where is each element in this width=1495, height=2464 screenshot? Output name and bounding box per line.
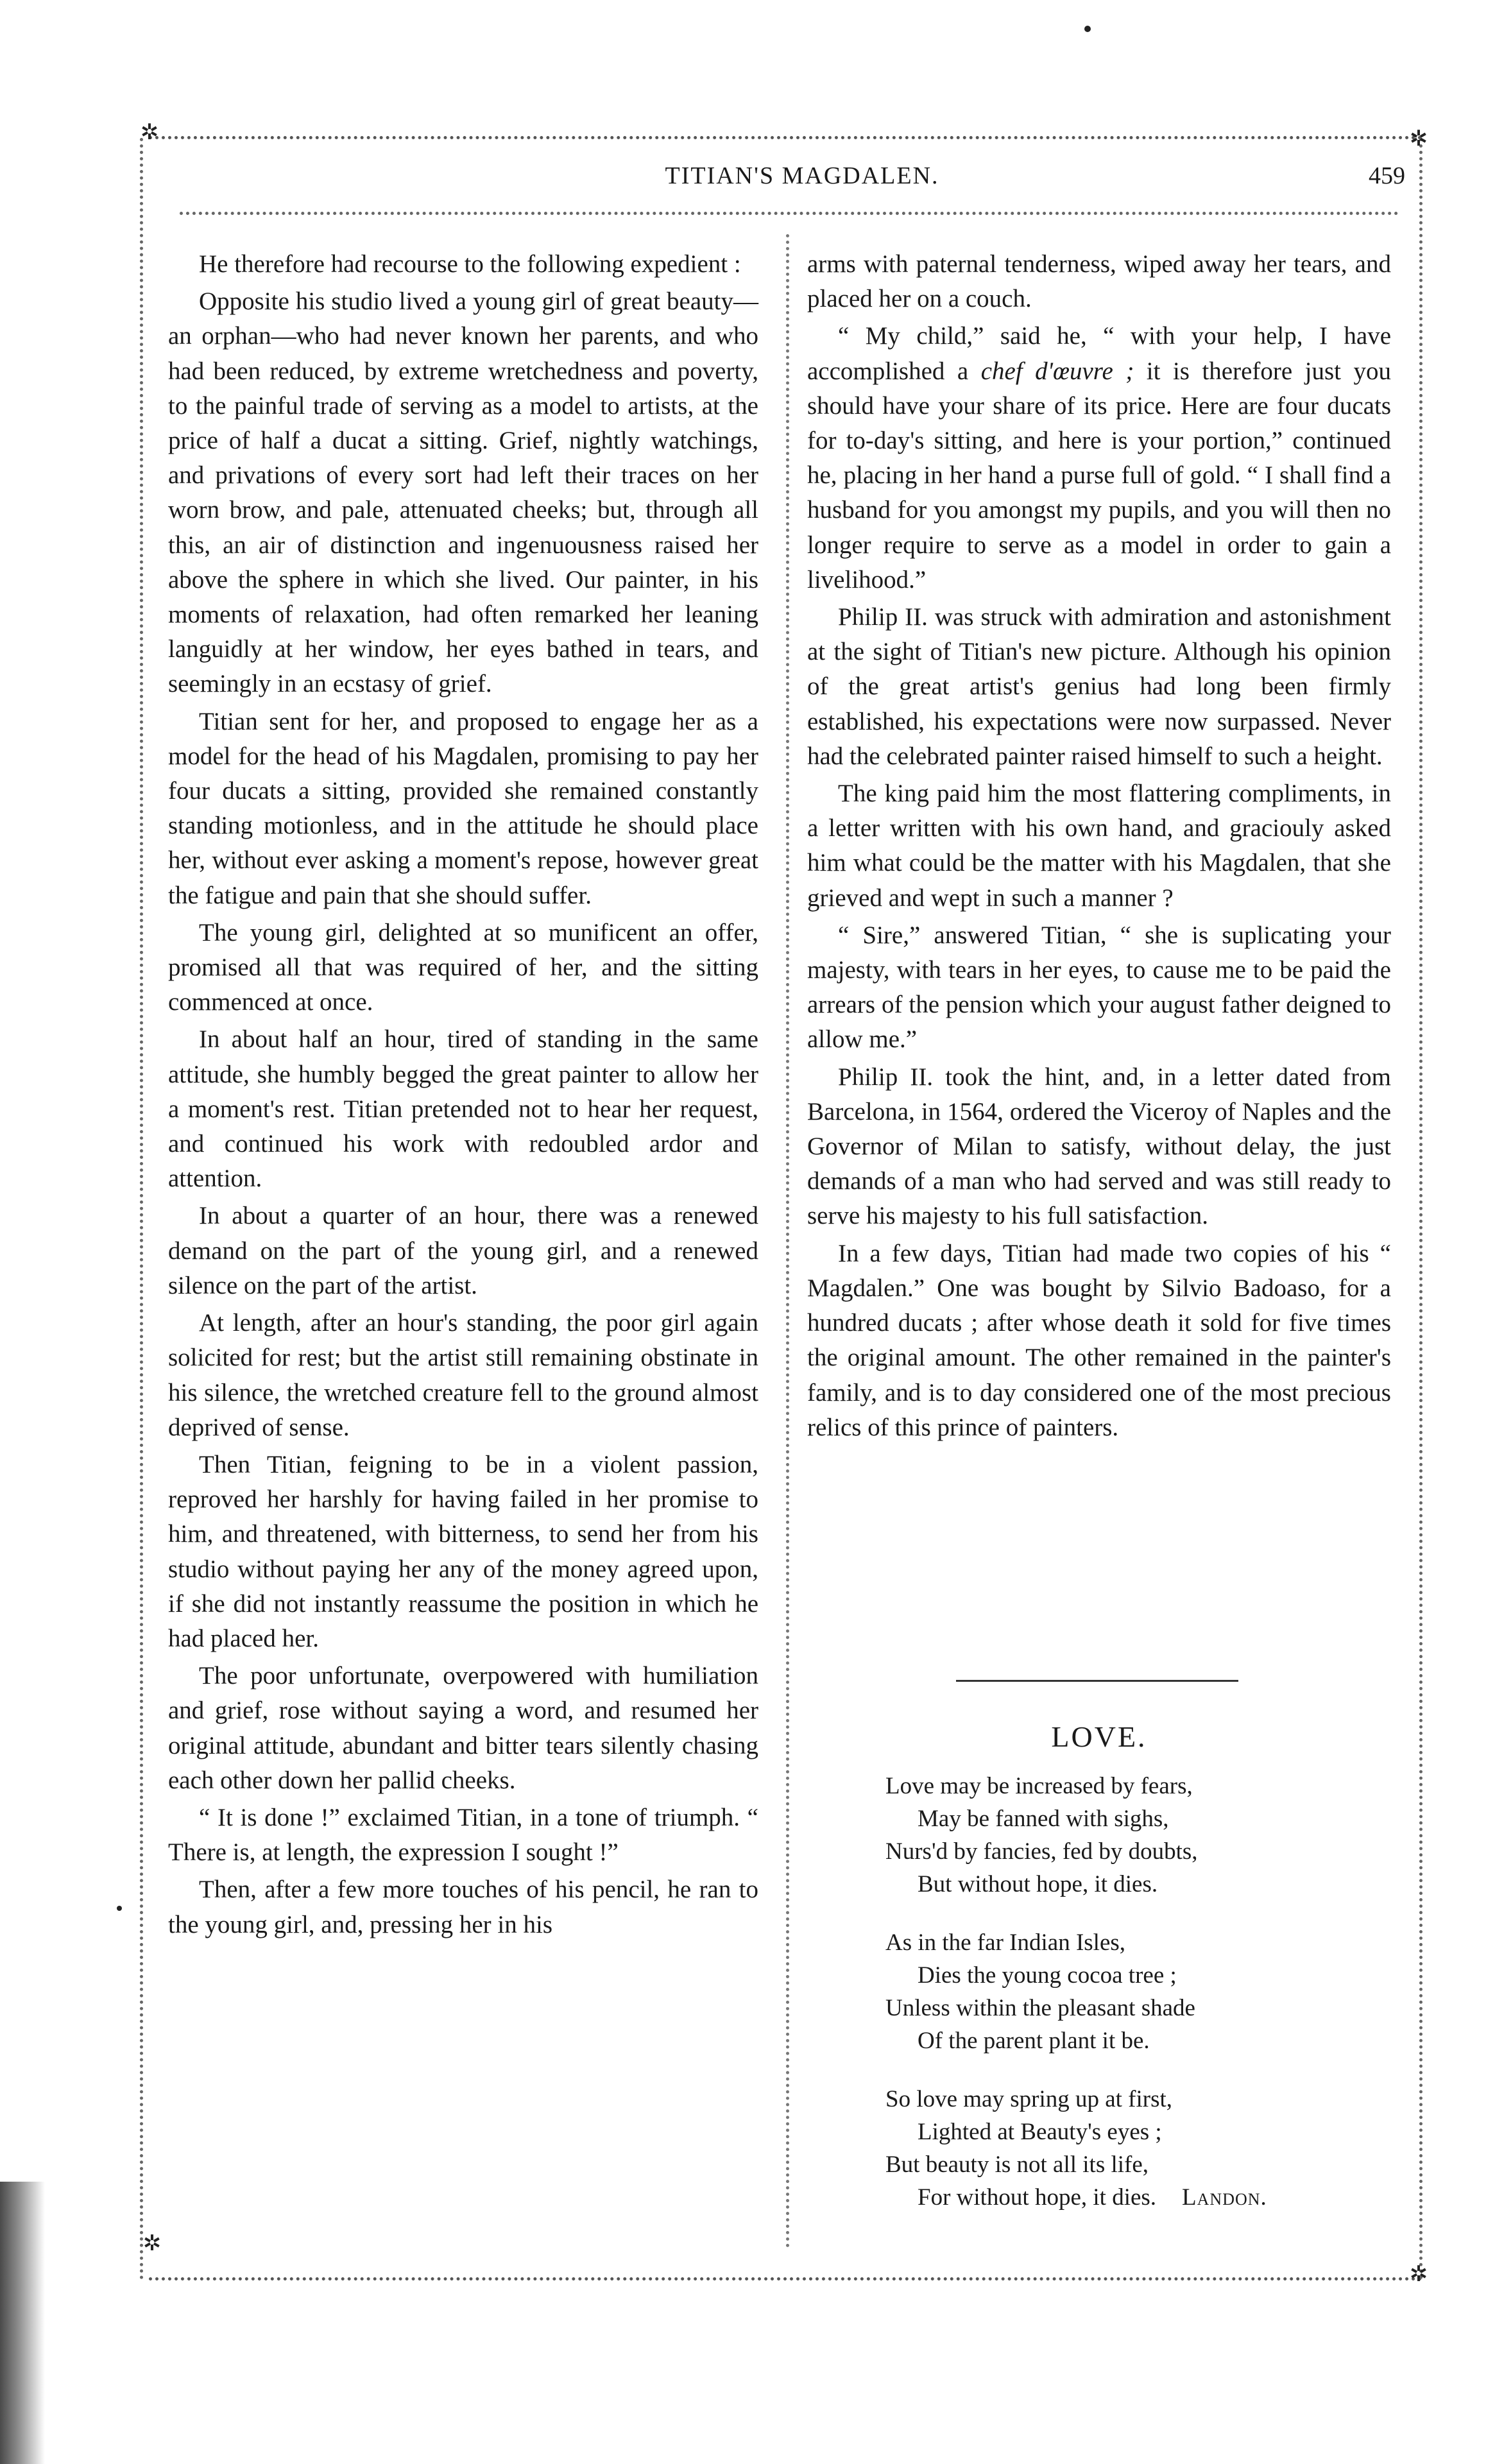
ink-speck — [117, 1906, 122, 1911]
stanza — [885, 1926, 1399, 2057]
stanza — [885, 1770, 1399, 1901]
paragraph-continued: arms with paternal tenderness, wiped away her tears, and placed her on a couch. — [807, 250, 1391, 313]
paragraph: Opposite his studio lived a young girl of great beauty—an orphan—who had never known her parents, and who had been reduced, by extreme wretchedness and poverty, to the painful trade of serving as a model to artists, at the price of half a ducat a sitting. Grief, nightly watchings, and privations of every sort had left their traces on her worn brow, and pale, attenuated cheeks; but, through all this, an air of distinction and ingenuousness raised her above the sphere in which she lived. Our painter, in his moments of relaxation, had often remarked her leaning languidly at her window, her eyes bathed in tears, and seemingly in an ecstasy of grief. — [168, 287, 758, 698]
ornamental-border-right — [1419, 138, 1428, 2281]
corner-ornament-icon: ✲ — [1409, 127, 1428, 151]
ornamental-border-top — [149, 136, 1422, 146]
running-title: TITIAN'S MAGDALEN. — [665, 162, 939, 189]
poem — [885, 1770, 1399, 2239]
poem-line: Unless within the pleasant shade — [885, 1995, 1195, 2021]
corner-ornament-icon: ✲ — [1409, 2263, 1428, 2286]
stanza — [885, 2083, 1399, 2214]
left-column — [168, 247, 758, 1945]
paragraph: Then, after a few more touches of his pencil, he ran to the young girl, and, pressing her in his — [168, 1876, 758, 1938]
paragraph — [807, 319, 1391, 597]
paragraph: “ It is done !” exclaimed Titian, in a tone of triumph. “ There is, at length, the expression I sought !” — [168, 1803, 758, 1867]
right-column — [807, 247, 1391, 1448]
paragraph: “ Sire,” answered Titian, “ she is suplicating your majesty, with tears in her eyes, to cause me to be paid the arrears of the pension which your august father deigned to allow me.” — [807, 921, 1391, 1054]
ornamental-border-under-header — [180, 212, 1399, 220]
column-divider — [786, 234, 793, 2249]
paragraph: He therefore had recourse to the following expedient : — [199, 250, 741, 278]
poem-line: Dies the young cocoa tree ; — [918, 1962, 1177, 1989]
poem-line-text: For without hope, it dies. — [918, 2184, 1157, 2211]
poem-line: Lighted at Beauty's eyes ; — [918, 2119, 1162, 2145]
paragraph: Philip II. was struck with admiration and astonishment at the sight of Titian's new picture. Although his opinion of the great artist's genius had long been firmly established, his expectations were now surpassed. Never had the celebrated painter raised himself to such a height. — [807, 603, 1391, 770]
paragraph: In about a quarter of an hour, there was a renewed demand on the part of the young girl, and a renewed silence on the part of the artist. — [168, 1202, 758, 1299]
ornamental-border-left — [140, 138, 148, 2281]
poem-line: Of the parent plant it be. — [918, 2028, 1150, 2054]
section-rule — [956, 1680, 1238, 1682]
poem-last-line — [885, 2181, 1399, 2214]
paragraph: Then Titian, feigning to be in a violent passion, reproved her harshly for having failed in her promise to him, and threatened, with bitterness, to send her from his studio without paying her any of the money agreed upon, if she did not instantly reassume the position in which he had placed her. — [168, 1450, 758, 1652]
paragraph: In about half an hour, tired of standing in the same attitude, she humbly begged the great painter to allow her a moment's rest. Titian pretended not to hear her request, and continued his work with redoubled ardor and attention. — [168, 1025, 758, 1193]
paragraph: The young girl, delighted at so munificent an offer, promised all that was required of her, and the sitting commenced at once. — [168, 918, 758, 1016]
corner-ornament-icon: ✲ — [142, 2232, 162, 2255]
poem-line: But beauty is not all its life, — [885, 2152, 1149, 2178]
poem-line: May be fanned with sighs, — [918, 1806, 1169, 1832]
poem-author: Landon. — [1182, 2184, 1267, 2211]
paragraph: In a few days, Titian had made two copies of his “ Magdalen.” One was bought by Silvio Badoaso, for a hundred ducats ; after whose death it sold for five times the original amount. The other remained in the painter's family, and is to day considered one of the most precious relics of this prince of painters. — [807, 1239, 1391, 1441]
ink-speck — [1084, 26, 1091, 32]
text-run: it is therefore just you should have your share of its price. Here are four ducats for to-day's sitting, and here is your portion,” continued he, placing in her hand a purse full of gold. “ I shall find a husband for you amongst my pupils, and you will then no longer require to serve as a model in order to gain a livelihood.” — [807, 357, 1392, 594]
italic-phrase: chef d'œuvre ; — [980, 357, 1134, 385]
paragraph: At length, after an hour's standing, the poor girl again solicited for rest; but the artist still remaining obstinate in his silence, the wretched creature fell to the ground almost deprived of sense. — [168, 1309, 758, 1441]
poem-line: But without hope, it dies. — [918, 1871, 1158, 1897]
poem-line: As in the far Indian Isles, — [885, 1929, 1126, 1956]
paragraph: Titian sent for her, and proposed to engage her as a model for the head of his Magdalen, promising to pay her four ducats a sitting, provided she remained constantly standing motionless, and in the attitude he should place her, without ever asking a moment's repose, however great the fatigue and pain that she should suffer. — [168, 707, 758, 909]
poem-line: Love may be increased by fears, — [885, 1773, 1193, 1799]
ornamental-border-bottom — [149, 2277, 1422, 2287]
poem-title: LOVE. — [1051, 1720, 1147, 1753]
corner-ornament-icon: ✲ — [140, 121, 159, 144]
text-run: “ My child,” said he, “ with your help, I have accomplished a — [807, 322, 1391, 385]
paragraph: The king paid him the most flattering compliments, in a letter written with his own hand, and graciouly asked him what could be the matter with his Magdalen, that she grieved and wept in such a manner ? — [807, 780, 1391, 912]
poem-line: Nurs'd by fancies, fed by doubts, — [885, 1838, 1198, 1865]
scan-edge-shadow — [0, 2182, 45, 2464]
paragraph: The poor unfortunate, overpowered with humiliation and grief, rose without saying a word, and resumed her original attitude, abundant and bitter tears silently chasing each other down her pallid cheeks. — [168, 1662, 758, 1794]
paragraph: Philip II. took the hint, and, in a letter dated from Barcelona, in 1564, ordered the Viceroy of Naples and the Governor of Milan to satisfy, without delay, the just demands of a man who had served and was still ready to serve his majesty to his full satisfaction. — [807, 1063, 1391, 1230]
page-number: 459 — [1369, 162, 1405, 189]
poem-line: So love may spring up at first, — [885, 2086, 1173, 2112]
